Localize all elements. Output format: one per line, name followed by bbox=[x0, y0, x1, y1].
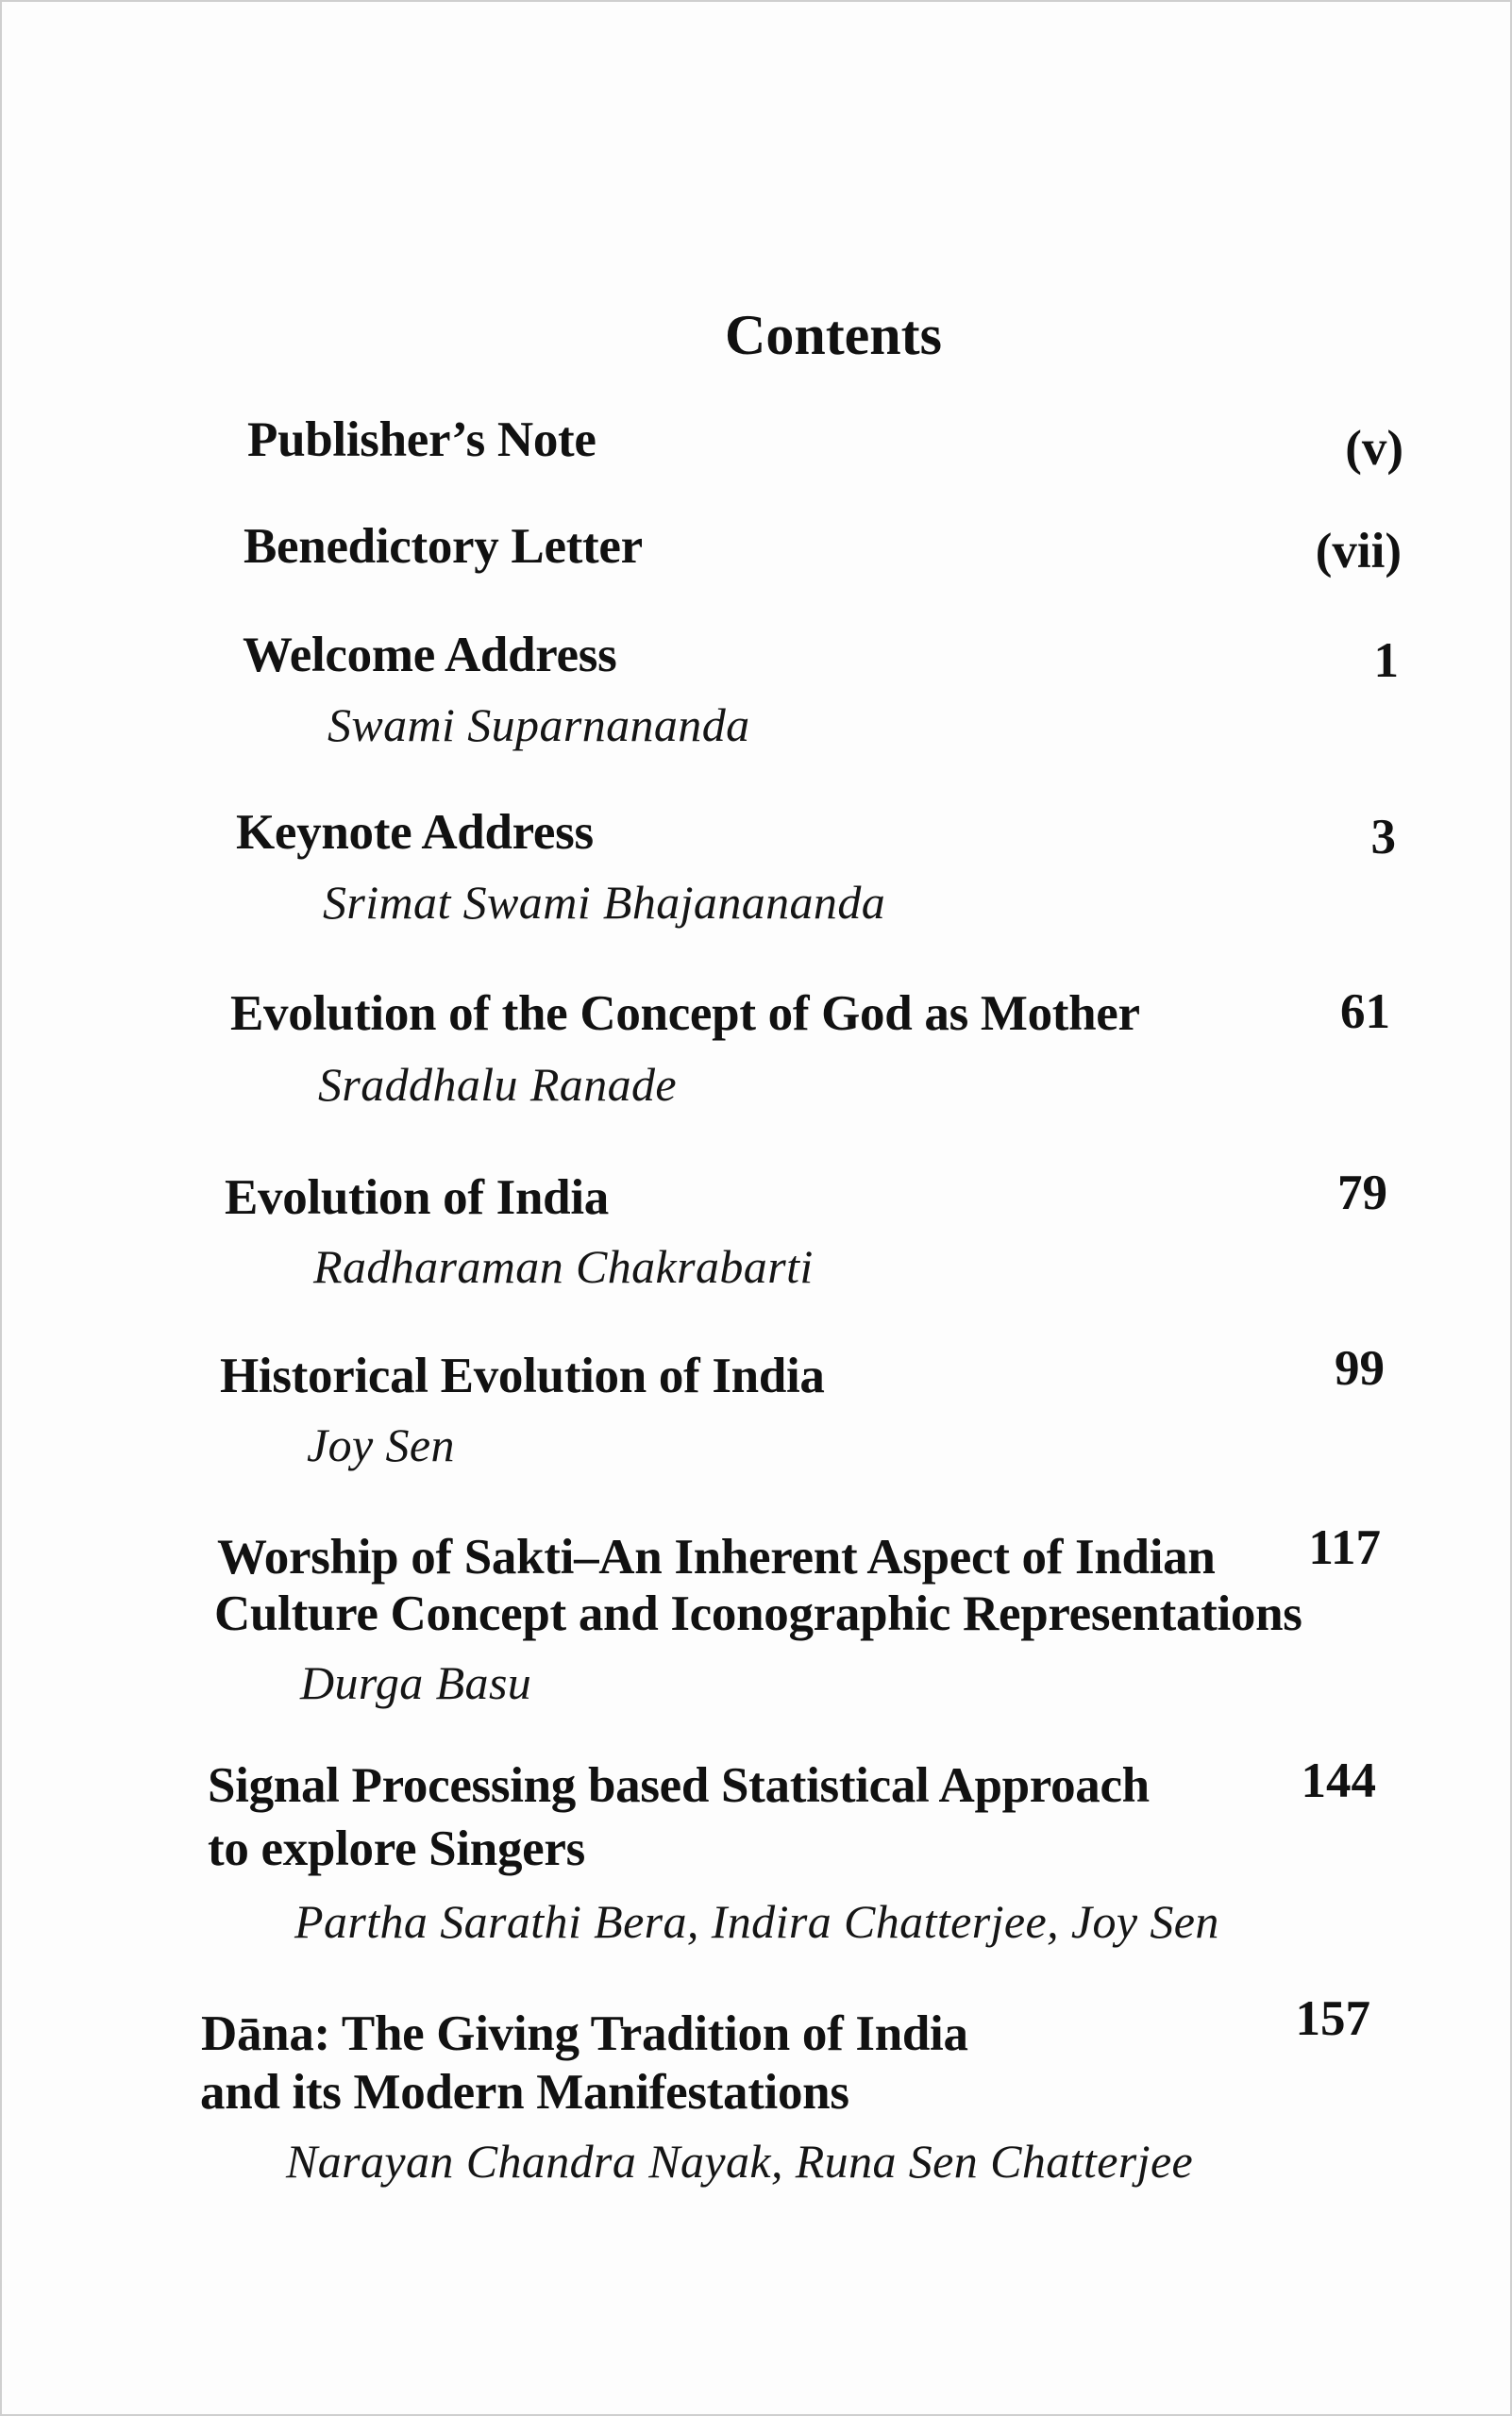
toc-entry-authors: Radharaman Chakrabarti bbox=[313, 1240, 814, 1293]
toc-entry-page: 79 bbox=[1337, 1166, 1387, 1220]
toc-entry-title: Welcome Address bbox=[243, 628, 617, 682]
toc-entry-authors: Narayan Chandra Nayak, Runa Sen Chatterjee bbox=[286, 2135, 1194, 2188]
toc-entry-title: Dāna: The Giving Tradition of India bbox=[201, 2006, 968, 2061]
toc-entry-title: Historical Evolution of India bbox=[220, 1349, 825, 1403]
toc-entry-page: 1 bbox=[1373, 633, 1399, 688]
toc-entry-title: Evolution of the Concept of God as Mother bbox=[230, 986, 1140, 1041]
toc-entry-title: Publisher’s Note bbox=[247, 412, 596, 467]
toc-entry-page: 157 bbox=[1295, 1991, 1370, 2046]
toc-entry-title-continued: Culture Concept and Iconographic Representations bbox=[214, 1586, 1302, 1641]
toc-entry-title-continued: to explore Singers bbox=[208, 1821, 585, 1876]
toc-entry-title: Benedictory Letter bbox=[244, 519, 643, 574]
toc-entry-authors: Partha Sarathi Bera, Indira Chatterjee, Joy Sen bbox=[294, 1895, 1219, 1948]
toc-entry-authors: Srimat Swami Bhajanananda bbox=[323, 876, 886, 929]
toc-entry-title: Evolution of India bbox=[225, 1170, 609, 1225]
toc-entry-page: 117 bbox=[1308, 1520, 1381, 1575]
toc-entry-title-continued: and its Modern Manifestations bbox=[200, 2065, 849, 2120]
toc-entry-page: 99 bbox=[1335, 1341, 1385, 1396]
toc-entry-page: 144 bbox=[1301, 1753, 1376, 1808]
toc-entry-page: 3 bbox=[1370, 810, 1396, 864]
toc-entry-page: 61 bbox=[1340, 984, 1390, 1039]
toc-entry-page: (vii) bbox=[1315, 524, 1402, 579]
toc-entry-authors: Sraddhalu Ranade bbox=[318, 1058, 677, 1111]
toc-entry-authors: Swami Suparnananda bbox=[328, 698, 750, 751]
toc-entry-page: (v) bbox=[1345, 421, 1403, 476]
toc-entry-authors: Joy Sen bbox=[307, 1418, 455, 1471]
toc-entry-authors: Durga Basu bbox=[300, 1656, 532, 1709]
toc-entry-title: Signal Processing based Statistical Approach bbox=[208, 1758, 1150, 1813]
page-title: Contents bbox=[724, 304, 943, 366]
toc-entry-title: Keynote Address bbox=[236, 805, 594, 860]
toc-entry-title: Worship of Sakti–An Inherent Aspect of Indian bbox=[217, 1530, 1216, 1585]
